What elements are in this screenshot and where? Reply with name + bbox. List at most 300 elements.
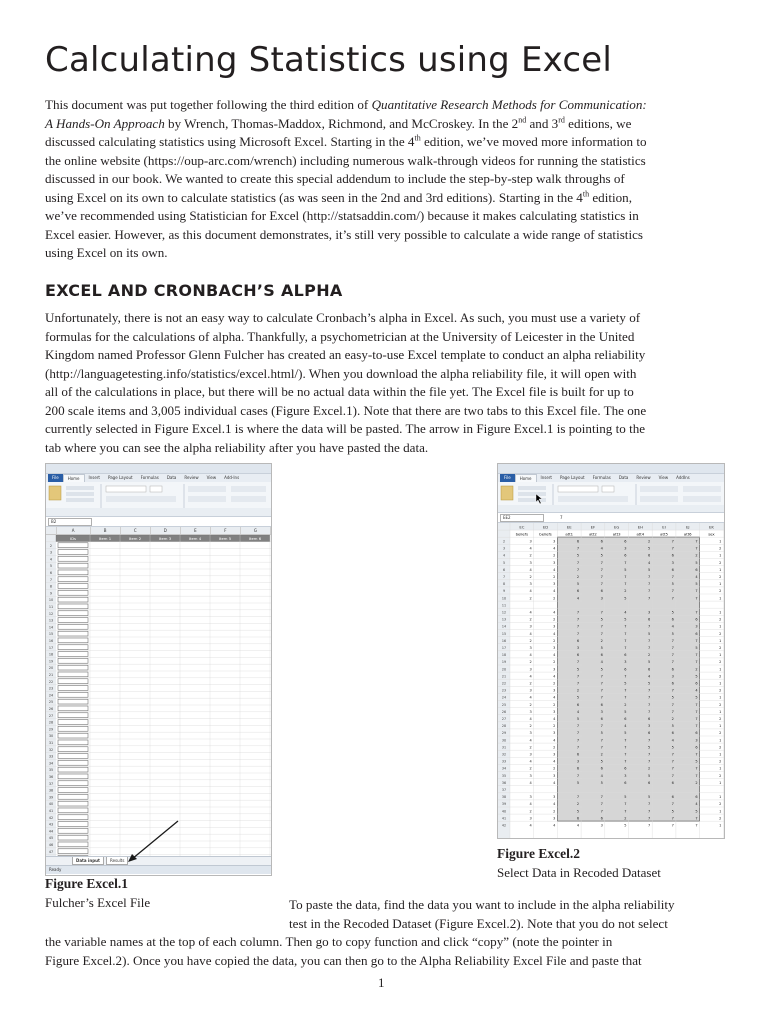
cell-value[interactable]: 2 (719, 702, 722, 707)
cell-value[interactable]: 6 (624, 653, 627, 658)
cell-value[interactable]: 7 (576, 567, 580, 572)
cell-value[interactable]: 7 (671, 638, 674, 643)
cell-value[interactable]: 6 (600, 653, 603, 658)
cell-value[interactable]: 3 (553, 667, 556, 672)
cell-value[interactable]: 2 (624, 702, 627, 707)
cell-value[interactable]: 5 (647, 681, 651, 686)
font-name-select[interactable] (106, 486, 146, 492)
cell-value[interactable]: 4 (576, 709, 580, 714)
cell-value[interactable]: 4 (529, 589, 532, 594)
cell-value[interactable]: 5 (576, 582, 580, 587)
cell-value[interactable]: 4 (553, 589, 556, 594)
cut-button[interactable] (66, 486, 94, 490)
cell-value[interactable]: 4 (647, 560, 651, 565)
cell-value[interactable]: 6 (576, 766, 580, 771)
cell-value[interactable]: 1 (719, 553, 722, 558)
cell-value[interactable]: 2 (695, 667, 698, 672)
cell-value[interactable]: 7 (600, 738, 603, 743)
cut-button[interactable] (518, 486, 546, 490)
cell-value[interactable]: 1 (719, 823, 722, 828)
cell-value[interactable]: 7 (600, 745, 603, 750)
cell-value[interactable]: 7 (695, 724, 698, 729)
cell-value[interactable]: 3 (529, 752, 532, 757)
font-size-select[interactable] (602, 486, 614, 492)
cell-value[interactable]: 2 (695, 553, 698, 558)
cell-value[interactable]: 2 (719, 731, 722, 736)
cell-value[interactable]: 4 (529, 653, 532, 658)
format-painter-button[interactable] (66, 498, 94, 502)
cell-value[interactable]: 6 (600, 589, 603, 594)
cell-value[interactable]: 6 (600, 766, 603, 771)
paste-icon[interactable] (49, 486, 61, 500)
copy-button[interactable] (518, 492, 546, 496)
cell-value[interactable]: 4 (671, 624, 674, 629)
cell-value[interactable]: 2 (719, 546, 722, 551)
cell-value[interactable]: 5 (647, 567, 651, 572)
font-format-buttons[interactable] (558, 496, 628, 502)
cell-value[interactable]: 1 (719, 638, 722, 643)
cell-value[interactable]: 7 (647, 752, 651, 757)
cell-value[interactable]: 7 (671, 766, 674, 771)
cell-value[interactable]: 7 (600, 610, 603, 615)
cell-value[interactable]: 6 (600, 702, 603, 707)
cell-value[interactable]: 2 (719, 773, 722, 778)
cell-value[interactable]: 3 (553, 688, 556, 693)
cell-value[interactable]: 7 (647, 759, 651, 764)
cell-value[interactable]: 7 (576, 795, 580, 800)
cell-value[interactable]: 5 (671, 809, 674, 814)
cell-value[interactable]: 7 (624, 759, 627, 764)
cell-value[interactable]: 5 (647, 546, 651, 551)
cell-value[interactable]: 5 (576, 809, 580, 814)
cell-value[interactable]: 6 (576, 539, 580, 544)
cell-value[interactable]: 3 (647, 724, 651, 729)
cell-value[interactable]: 7 (624, 802, 627, 807)
merge-center-button[interactable] (683, 496, 721, 502)
cell-value[interactable]: 4 (553, 631, 556, 636)
cell-value[interactable]: 7 (576, 674, 580, 679)
cell-value[interactable]: 6 (695, 795, 698, 800)
worksheet-grid[interactable] (498, 523, 724, 839)
cell-value[interactable]: 5 (600, 667, 603, 672)
column-header[interactable]: EG (613, 524, 620, 530)
cell-value[interactable]: 6 (671, 617, 674, 622)
cell-value[interactable]: 7 (647, 638, 651, 643)
cell-value[interactable]: 6 (576, 816, 580, 821)
cell-value[interactable]: 2 (647, 539, 651, 544)
column-header[interactable]: EF (590, 524, 596, 530)
cell-value[interactable]: 2 (529, 809, 532, 814)
cell-value[interactable]: 2 (529, 596, 532, 601)
cell-value[interactable]: 1 (719, 752, 722, 757)
cell-value[interactable]: 6 (647, 553, 651, 558)
cell-value[interactable]: 3 (624, 546, 627, 551)
tab-home[interactable]: Home (515, 474, 537, 483)
cell-value[interactable]: 1 (719, 624, 722, 629)
cell-value[interactable]: 5 (600, 759, 603, 764)
cell-value[interactable]: 4 (553, 567, 556, 572)
cell-value[interactable]: 5 (624, 795, 627, 800)
cell-value[interactable]: 5 (647, 745, 651, 750)
cell-value[interactable]: 7 (647, 802, 651, 807)
cell-value[interactable]: 4 (553, 546, 556, 551)
cell-value[interactable]: 2 (600, 752, 603, 757)
cell-value[interactable]: 7 (671, 759, 674, 764)
cell-value[interactable]: 6 (647, 667, 651, 672)
cell-value[interactable]: 2 (553, 617, 556, 622)
cell-value[interactable]: 3 (529, 582, 532, 587)
cell-value[interactable]: 6 (600, 816, 603, 821)
tab-add-ins[interactable]: AddIns (676, 475, 690, 480)
cell-value[interactable]: 5 (647, 631, 651, 636)
cell-value[interactable]: 7 (624, 638, 627, 643)
cell-value[interactable]: 2 (553, 660, 556, 665)
cell-value[interactable]: 3 (624, 773, 627, 778)
cell-value[interactable]: 2 (719, 745, 722, 750)
cell-value[interactable]: 7 (624, 646, 627, 650)
cell-value[interactable]: 1 (719, 780, 722, 785)
cell-value[interactable]: 5 (695, 560, 698, 565)
cell-value[interactable]: 3 (553, 624, 556, 629)
cell-value[interactable]: 2 (624, 589, 627, 594)
cell-value[interactable]: 6 (671, 553, 674, 558)
column-header[interactable]: EH (637, 524, 643, 530)
cell-value[interactable]: 5 (600, 646, 603, 650)
cell-value[interactable]: 6 (624, 766, 627, 771)
cell-value[interactable]: 6 (671, 567, 674, 572)
cell-value[interactable]: 7 (624, 738, 627, 743)
cell-value[interactable]: 7 (695, 702, 698, 707)
cell-value[interactable]: 7 (576, 724, 580, 729)
cell-value[interactable]: 1 (719, 667, 722, 672)
cell-value[interactable]: 4 (671, 738, 674, 743)
column-header[interactable]: A (57, 527, 91, 534)
cell-value[interactable]: 7 (624, 575, 627, 579)
cell-value[interactable]: 5 (576, 667, 580, 672)
column-header[interactable]: B (91, 527, 121, 534)
cell-value[interactable]: 5 (695, 582, 698, 587)
cell-value[interactable]: 5 (671, 610, 674, 615)
name-box[interactable]: EE2 (500, 514, 544, 522)
cell-value[interactable]: 4 (553, 802, 556, 807)
cell-value[interactable]: 3 (529, 709, 532, 714)
cell-value[interactable]: 7 (624, 674, 627, 679)
cell-value[interactable]: 7 (624, 752, 627, 757)
cell-value[interactable]: 6 (671, 780, 674, 785)
cell-value[interactable]: 7 (695, 660, 698, 665)
formula-value[interactable]: 7 (560, 515, 563, 520)
cell-value[interactable]: 4 (624, 724, 627, 729)
cell-value[interactable]: 3 (553, 816, 556, 821)
cell-value[interactable]: 2 (719, 646, 722, 650)
cell-value[interactable]: 7 (695, 539, 698, 544)
cell-value[interactable]: 3 (553, 539, 556, 544)
cell-value[interactable]: 2 (529, 745, 532, 750)
cell-value[interactable]: 7 (695, 546, 698, 551)
cell-value[interactable]: 2 (529, 575, 532, 579)
cell-value[interactable]: 7 (647, 624, 651, 629)
cell-value[interactable]: 1 (719, 809, 722, 814)
tab-add-ins[interactable]: Add-Ins (224, 475, 240, 480)
cell-value[interactable]: 4 (529, 738, 532, 743)
cell-value[interactable]: 2 (719, 660, 722, 665)
cell-value[interactable]: 5 (600, 617, 603, 622)
cell-value[interactable]: 3 (600, 823, 603, 828)
cell-value[interactable]: 2 (719, 575, 722, 579)
cell-value[interactable]: 2 (553, 681, 556, 686)
cell-value[interactable]: 4 (553, 695, 556, 700)
cell-value[interactable]: 7 (695, 596, 698, 601)
cell-value[interactable]: 4 (553, 674, 556, 679)
cell-value[interactable]: 2 (719, 617, 722, 622)
cell-value[interactable]: 6 (695, 731, 698, 736)
cell-value[interactable]: 2 (671, 717, 674, 721)
tab-view[interactable]: View (206, 475, 217, 480)
cell-value[interactable]: 6 (600, 539, 603, 544)
cell-value[interactable]: 7 (695, 773, 698, 778)
cell-value[interactable]: 5 (624, 596, 627, 601)
cell-value[interactable]: 6 (671, 795, 674, 800)
cell-value[interactable]: 4 (553, 738, 556, 743)
cell-value[interactable]: 7 (647, 582, 651, 587)
font-size-select[interactable] (150, 486, 162, 492)
cell-value[interactable]: 7 (600, 724, 603, 729)
cell-value[interactable]: 3 (529, 560, 532, 565)
cell-value[interactable]: 2 (719, 816, 722, 821)
paste-icon[interactable] (501, 486, 513, 500)
cell-value[interactable]: 7 (647, 596, 651, 601)
cell-value[interactable]: 3 (529, 667, 532, 672)
cell-value[interactable]: 6 (624, 539, 627, 544)
cell-value[interactable]: 7 (695, 752, 698, 757)
cell-value[interactable]: 3 (576, 646, 580, 650)
copy-button[interactable] (66, 492, 94, 496)
cell-value[interactable]: 4 (529, 631, 532, 636)
cell-value[interactable]: 7 (600, 695, 603, 700)
cell-value[interactable]: 7 (671, 539, 674, 544)
cell-value[interactable]: 4 (600, 773, 603, 778)
cell-value[interactable]: 7 (695, 717, 698, 721)
tab-formulas[interactable]: Formulas (592, 475, 611, 480)
cell-value[interactable]: 7 (671, 709, 674, 714)
tab-data[interactable]: Data (618, 475, 629, 480)
cell-value[interactable]: 6 (695, 567, 698, 572)
cell-value[interactable]: 5 (624, 823, 627, 828)
cell-value[interactable]: 6 (576, 638, 580, 643)
cell-value[interactable]: 4 (529, 823, 532, 828)
cell-value[interactable]: 5 (600, 780, 603, 785)
cell-value[interactable]: 2 (553, 809, 556, 814)
cell-value[interactable]: 4 (553, 610, 556, 615)
cell-value[interactable]: 4 (624, 610, 627, 615)
cell-value[interactable]: 6 (647, 731, 651, 736)
column-header[interactable]: EI (662, 524, 666, 530)
cell-value[interactable]: 6 (647, 617, 651, 622)
cell-value[interactable]: 3 (695, 738, 698, 743)
cell-value[interactable]: 6 (695, 631, 698, 636)
cell-value[interactable]: 5 (624, 731, 627, 736)
cell-value[interactable]: 2 (695, 780, 698, 785)
cell-value[interactable]: 6 (624, 780, 627, 785)
column-header[interactable]: C (121, 527, 151, 534)
cell-value[interactable]: 2 (719, 631, 722, 636)
cell-value[interactable]: 2 (576, 802, 580, 807)
cell-value[interactable]: 5 (671, 695, 674, 700)
cell-value[interactable]: 1 (719, 681, 722, 686)
cell-value[interactable]: 3 (624, 660, 627, 665)
cell-value[interactable]: 2 (553, 766, 556, 771)
cell-value[interactable]: 2 (529, 638, 532, 643)
cell-value[interactable]: 7 (576, 546, 580, 551)
cell-value[interactable]: 7 (600, 560, 603, 565)
cell-value[interactable]: 7 (671, 773, 674, 778)
cell-value[interactable]: 5 (695, 695, 698, 700)
cell-value[interactable]: 2 (553, 702, 556, 707)
cell-value[interactable]: 7 (647, 709, 651, 714)
cell-value[interactable]: 4 (695, 802, 698, 807)
cell-value[interactable]: 5 (600, 731, 603, 736)
cell-value[interactable]: 2 (553, 553, 556, 558)
cell-value[interactable]: 6 (695, 745, 698, 750)
cell-value[interactable]: 7 (695, 766, 698, 771)
font-name-select[interactable] (558, 486, 598, 492)
cell-value[interactable]: 6 (671, 667, 674, 672)
wrap-text-button[interactable] (231, 486, 266, 492)
cell-value[interactable]: 2 (529, 660, 532, 665)
cell-value[interactable]: 1 (719, 709, 722, 714)
cell-value[interactable]: 6 (647, 717, 651, 721)
cell-value[interactable]: 6 (671, 731, 674, 736)
cell-value[interactable]: 7 (671, 823, 674, 828)
cell-value[interactable]: 5 (647, 795, 651, 800)
cell-value[interactable]: 3 (529, 624, 532, 629)
corner-cell[interactable] (46, 527, 57, 534)
cell-value[interactable]: 2 (624, 816, 627, 821)
cell-value[interactable]: 7 (600, 567, 603, 572)
cell-value[interactable]: 4 (695, 688, 698, 693)
tab-page-layout[interactable]: Page Layout (108, 475, 133, 480)
cell-value[interactable]: 7 (647, 823, 651, 828)
alignment-buttons[interactable] (640, 486, 678, 492)
cell-value[interactable]: 1 (719, 610, 722, 615)
cell-value[interactable]: 7 (600, 681, 603, 686)
column-header[interactable]: EJ (685, 524, 690, 530)
cell-value[interactable]: 4 (529, 546, 532, 551)
cell-value[interactable]: 2 (529, 766, 532, 771)
cell-value[interactable]: 6 (695, 617, 698, 622)
cell-value[interactable]: 4 (529, 717, 532, 721)
cell-value[interactable]: 2 (553, 596, 556, 601)
tab-file[interactable]: File (500, 474, 515, 482)
cell-value[interactable]: 7 (576, 773, 580, 778)
cell-value[interactable]: 6 (600, 717, 603, 721)
tab-insert[interactable]: Insert (540, 475, 552, 480)
cell-value[interactable]: 7 (695, 709, 698, 714)
cell-value[interactable]: 7 (671, 575, 674, 579)
cell-value[interactable]: 3 (529, 773, 532, 778)
cell-value[interactable]: 7 (576, 631, 580, 636)
alignment-buttons[interactable] (188, 486, 226, 492)
cell-value[interactable]: 7 (695, 589, 698, 594)
cell-value[interactable]: 3 (529, 646, 532, 650)
cell-value[interactable]: 2 (529, 702, 532, 707)
cell-value[interactable]: 3 (529, 539, 532, 544)
cell-value[interactable]: 6 (576, 589, 580, 594)
tab-review[interactable]: Review (636, 475, 651, 480)
cell-value[interactable]: 7 (624, 560, 627, 565)
cell-value[interactable]: 5 (576, 553, 580, 558)
tab-formulas[interactable]: Formulas (140, 475, 159, 480)
cell-value[interactable]: 4 (553, 780, 556, 785)
cell-value[interactable]: 3 (553, 731, 556, 736)
cell-value[interactable]: 7 (600, 582, 603, 587)
cell-value[interactable]: 7 (671, 816, 674, 821)
cell-value[interactable]: 7 (647, 738, 651, 743)
cell-value[interactable]: 4 (529, 610, 532, 615)
cell-value[interactable]: 4 (529, 802, 532, 807)
cell-value[interactable]: 7 (695, 816, 698, 821)
column-header[interactable]: EK (709, 524, 714, 530)
cell-value[interactable]: 3 (695, 624, 698, 629)
cell-value[interactable]: 7 (647, 646, 651, 650)
cell-value[interactable]: 4 (529, 759, 532, 764)
cell-value[interactable]: 1 (719, 539, 722, 544)
cell-value[interactable]: 4 (529, 780, 532, 785)
cell-value[interactable]: 5 (624, 709, 627, 714)
cell-value[interactable]: 7 (600, 795, 603, 800)
cell-value[interactable]: 2 (576, 688, 580, 693)
cell-value[interactable]: 7 (647, 695, 651, 700)
column-header[interactable]: F (211, 527, 241, 534)
cell-value[interactable]: 7 (576, 617, 580, 622)
cell-value[interactable]: 7 (624, 688, 627, 693)
cell-value[interactable]: 2 (719, 759, 722, 764)
column-header[interactable]: ED (542, 524, 549, 530)
cell-value[interactable]: 4 (600, 546, 603, 551)
cell-value[interactable]: 4 (695, 575, 698, 579)
font-format-buttons[interactable] (106, 496, 176, 502)
cell-value[interactable]: 5 (671, 745, 674, 750)
cell-value[interactable]: 7 (695, 653, 698, 658)
cell-value[interactable]: 3 (600, 709, 603, 714)
cell-value[interactable]: 5 (695, 674, 698, 679)
cell-value[interactable]: 7 (600, 575, 603, 579)
column-header[interactable]: D (151, 527, 181, 534)
cell-value[interactable]: 1 (719, 724, 722, 729)
cell-value[interactable]: 5 (600, 553, 603, 558)
wrap-text-button[interactable] (683, 486, 721, 492)
cell-value[interactable]: 7 (576, 624, 580, 629)
cell-value[interactable]: 6 (576, 702, 580, 707)
cell-value[interactable]: 1 (719, 766, 722, 771)
indent-buttons[interactable] (640, 496, 678, 502)
cell-value[interactable]: 2 (529, 681, 532, 686)
cell-value[interactable]: 3 (553, 709, 556, 714)
tab-review[interactable]: Review (184, 475, 199, 480)
cell-value[interactable]: 7 (671, 596, 674, 601)
cell-value[interactable]: 7 (671, 646, 674, 650)
cell-value[interactable]: 3 (671, 674, 674, 679)
cell-value[interactable]: 5 (695, 759, 698, 764)
cell-value[interactable]: 3 (553, 582, 556, 587)
cell-value[interactable]: 5 (624, 681, 627, 686)
cell-value[interactable]: 7 (624, 745, 627, 750)
cell-value[interactable]: 2 (719, 674, 722, 679)
cell-value[interactable]: 7 (647, 809, 651, 814)
column-header[interactable]: EC (519, 524, 525, 530)
cell-value[interactable]: 5 (624, 617, 627, 622)
cell-value[interactable]: 3 (647, 610, 651, 615)
